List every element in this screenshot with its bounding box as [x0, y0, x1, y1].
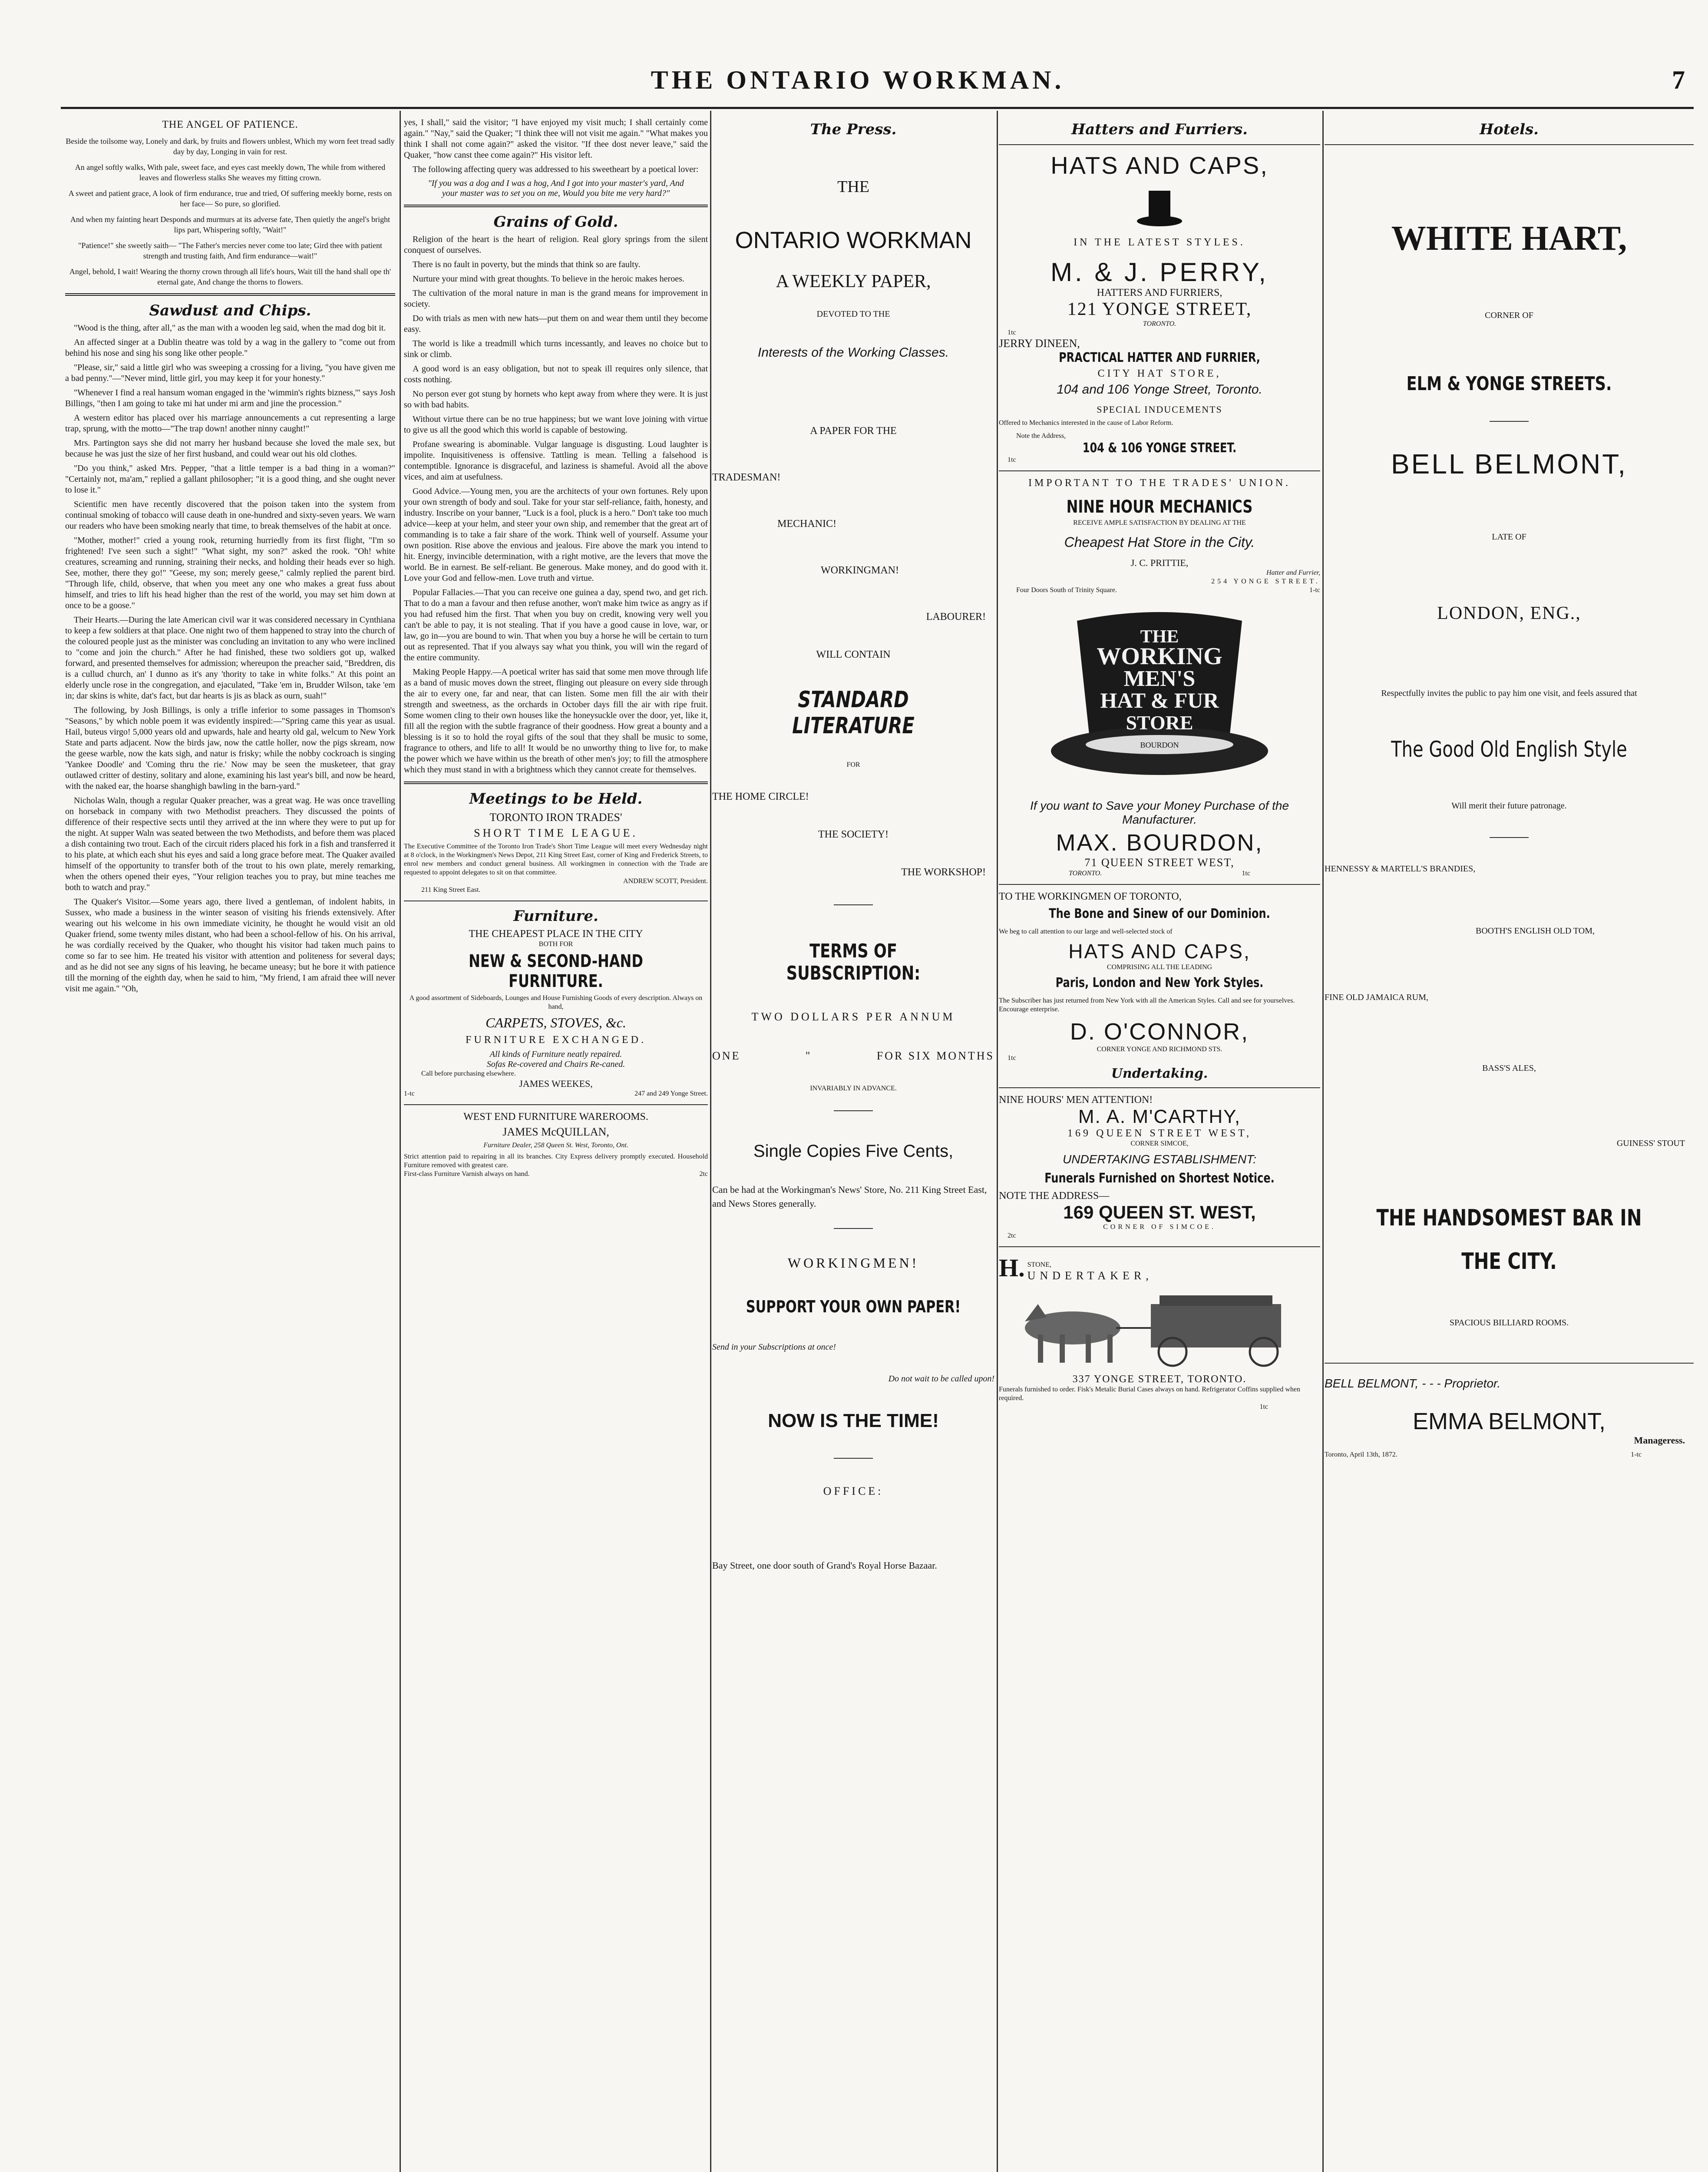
section-heading-press: The Press. — [810, 121, 897, 138]
article-paragraph: "Wood is the thing, after all," as the man with a wooden leg said, when the mad dog bit it. — [74, 323, 386, 333]
hotel-respectfully: Respectfully invites the public to pay him one visit, and feels assured that — [1381, 689, 1637, 698]
press-send: Send in your Subscriptions at once! — [712, 1342, 836, 1352]
perry-latest: IN THE LATEST STYLES. — [1074, 237, 1245, 248]
section-divider — [999, 470, 1320, 471]
maxim: A good word is an easy obligation, but not to speak ill requires only silence, that costs nothing. — [404, 364, 708, 384]
hat-text: BOURDON — [1140, 741, 1179, 749]
article-paragraph: "Mother, mother!" cried a young rook, returning hurriedly from its first flight, "I'm so frightened! I've seen such a sight!" "What sight, my son?" asked the rook. "Oh! white creatures, screaming and running, straining their necks, and holding their heads ever so high. See, mother, there they go!" "Geese, my son; merely geese," calmly replied the parent bird. "Through life, child, observe, that when you meet any one who makes a great fuss about himself, and tries to lift his head higher than the rest of the world, you may set him down at once to be a goose." — [65, 536, 395, 610]
ad-code: 1tc — [1008, 456, 1016, 464]
oconnor-to-the: TO THE WORKINGMEN OF TORONTO, — [999, 891, 1182, 902]
furniture-ad-title: THE CHEAPEST PLACE IN THE CITY — [469, 928, 643, 940]
press-standard-literature: STANDARD LITERATURE — [792, 687, 915, 739]
prittie-important: IMPORTANT TO THE TRADES' UNION. — [1028, 477, 1291, 489]
press-tradesman: TRADESMAN! — [712, 472, 781, 483]
press-office: OFFICE: — [823, 1485, 884, 1497]
press-weekly: A WEEKLY PAPER, — [776, 272, 931, 291]
press-for: FOR — [846, 761, 860, 768]
section-divider — [404, 205, 708, 207]
section-divider — [1325, 1363, 1694, 1364]
column-rule — [710, 111, 711, 2172]
hotel-will-merit: Will merit their future patronage. — [1451, 801, 1567, 811]
sawdust-articles — [65, 323, 395, 994]
furniture-ad-sofas: Sofas Re-covered and Chairs Re-caned. — [486, 1060, 625, 1069]
section-divider — [999, 1246, 1320, 1247]
bourdon-address: 71 QUEEN STREET WEST, — [1084, 856, 1235, 869]
press-six-months: FOR SIX MONTHS — [876, 1050, 994, 1062]
poem-stanza: A sweet and patient grace, A look of firm endurance, true and tried, Of suffering meekly borne, rests on her face— So pure, so glorified. — [68, 189, 392, 208]
maxim: Without virtue there can be no true happiness; but we want love joining with virtue to give us all the good which this world is capable of bestowing. — [404, 414, 708, 435]
oconnor-name: D. O'CONNOR, — [1070, 1019, 1249, 1045]
furniture-ad-carpets: CARPETS, STOVES, &c. — [486, 1015, 626, 1030]
hat-text: STORE — [1126, 712, 1193, 734]
bourdon-toronto: TORONTO. — [1069, 870, 1102, 877]
prittie-name: J. C. PRITTIE, — [1130, 557, 1189, 568]
poem-stanza: Angel, behold, I wait! Wearing the thorny crown through all life's hours, Wait till the hand shall ope th' eternal gate, And change the thorns to flowers. — [69, 267, 391, 286]
maxim: The cultivation of the moral nature in man is the grand means for improvement in society. — [404, 288, 708, 309]
ad-code: 1tc — [1242, 870, 1250, 877]
furniture-ad-address — [404, 1089, 708, 1098]
westend-line: Furniture Dealer, 258 Queen St. West, Toronto, Ont. — [483, 1142, 628, 1149]
bourdon-location — [999, 869, 1320, 878]
article-paragraph: Their Hearts.—During the late American civil war it was considered necessary in Cynthiana to keep a few soldiers at that place. One night two of them happened to stray into the church of the coloured people just as the minister was concluding an invitation to any who were inclined to "come and join the church." After he had finished, these two soldiers got up, walked forward, and presented themselves for admission; whereupon the preacher said, "Breddren, dis is a cullud church, an' I dunno as it's any 'thority to take in white folks." At this point an elderly uncle rose in the congregation, and ejaculated, "Take 'em in, Brudder Wilson, take 'em in; dar skins is white, dat's fact, but dar hearts is jis as black as ourn, suah!" — [65, 615, 395, 701]
hotel-late-of: LATE OF — [1492, 532, 1526, 542]
westend-last — [404, 1170, 708, 1179]
meeting-notice: The Executive Committee of the Toronto Iron Trade's Short Time League will meet every Wednesday night at 8 o'clock, in the Workingmen's News Depot, 211 King Street East, corner of King and Frederick Streets, to enrol new members and conduct general business. All workingmen in connection with the Trade are requested to appoint delegates to sit on that committee. — [404, 843, 708, 876]
poem-title: THE ANGEL OF PATIENCE. — [162, 119, 298, 130]
short-divider — [1490, 421, 1529, 422]
oconnor-we-beg: We beg to call attention to our large and well-selected stock of — [999, 928, 1173, 935]
bourdon-if-you: If you want to Save your Money Purchase of the Manufacturer. — [1030, 799, 1289, 826]
press-home-circle: THE HOME CIRCLE! — [712, 791, 809, 802]
poem-stanza: "Patience!" she sweetly saith— "The Father's mercies never come too late; Gird thee with patient strength and trusting faith, And firm endurance—wait!" — [78, 241, 383, 260]
press-will-contain: WILL CONTAIN — [816, 649, 891, 660]
column-3 — [712, 117, 994, 2172]
furniture-ad-call: Call before purchasing elsewhere. — [421, 1070, 516, 1077]
hotel-handsomest: THE HANDSOMEST BAR IN THE CITY. — [1376, 1205, 1642, 1275]
maxim: Making People Happy.—A poetical writer has said that some men move through life as a band of music moves down the street, flinging out pleasure on every side through the air to every one, far and near, that can listen. Some men fill the air with their strength and sweetness, as the orchards in October days fill the air with ripe fruit. Some women cling to their own houses like the honeysuckle over the door, yet, like it, fill all the region with the subtle fragrance of their goodness. How great a bounty and a blessing is it so to hold the royal gifts of the soul that they shall be music to some, fragrance to others, and life to all! It would be no unworthy thing to live for, to make the power which we have within us the breath of other men's joy; to fill the atmosphere which they must stand in with a brightness which they cannot create for themselves. — [404, 667, 708, 775]
prittie-subtitle: Hatter and Furrier, — [1266, 569, 1320, 576]
short-divider — [834, 1228, 873, 1229]
section-divider — [999, 1087, 1320, 1088]
prittie-location — [999, 586, 1320, 595]
prittie-address: 254 YONGE STREET. — [1211, 578, 1320, 585]
mccarthy-corner: CORNER SIMCOE, — [1130, 1140, 1189, 1147]
dineen-address-repeat: 104 & 106 YONGE STREET. — [1082, 440, 1237, 456]
article-paragraph: Scientific men have recently discovered that the poison taken into the system from continual smoking of tobacco will cause death in one-hundred and sixty-seven years. We warn our readers who have been smoking nearly that time, to break themselves of the habit at once. — [65, 500, 395, 531]
column-rule — [1322, 111, 1324, 2172]
oconnor-bone: The Bone and Sinew of our Dominion. — [1049, 906, 1270, 921]
poem-stanza: Beside the toilsome way, Lonely and dark, by fruits and flowers unblest, Which my worn feet tread sadly day by day, Longing in vain for rest. — [66, 137, 395, 156]
section-divider — [999, 884, 1320, 885]
section-divider — [65, 293, 395, 296]
masthead-title: THE ONTARIO WORKMAN. — [651, 66, 1065, 94]
dineen-note: Note the Address, — [1016, 432, 1066, 440]
hotel-manageress: Manageress. — [1634, 1435, 1685, 1446]
press-society: THE SOCIETY! — [818, 829, 889, 840]
oconnor-subscriber: The Subscriber has just returned from New York with all the American Styles. Call and see for yourselves. Encourage enterprise. — [999, 997, 1295, 1013]
hotel-elm-yonge: ELM & YONGE STREETS. — [1406, 373, 1612, 395]
hotel-booth: BOOTH'S ENGLISH OLD TOM, — [1476, 926, 1595, 936]
column-5 — [1325, 117, 1694, 2172]
mccarthy-corner-repeat: CORNER OF SIMCOE. — [1103, 1223, 1216, 1231]
stone-surname: STONE, — [1027, 1261, 1051, 1268]
maxim: There is no fault in poverty, but the minds that think so are faulty. — [413, 260, 641, 269]
article-paragraph: Mrs. Partington says she did not marry her husband because she loved the male sex, but because he was just the size of her first husband, and could wear out his old clothes. — [65, 438, 395, 459]
maxim: No person ever got stung by hornets who kept away from where they were. It is just so with bad habits. — [404, 389, 708, 410]
dineen-name: JERRY DINEEN, — [999, 337, 1080, 350]
hotel-guiness: GUINESS' STOUT — [1616, 1139, 1685, 1148]
poem-stanza: An angel softly walks, With pale, sweet face, and eyes cast meekly down, The while from withered leaves and flowerless stalks She weaves my fitting crown. — [75, 163, 386, 182]
hotel-hennessy: HENNESSY & MARTELL'S BRANDIES, — [1325, 864, 1476, 874]
ad-code: 1-tc — [404, 1090, 415, 1097]
oconnor-hats-caps: HATS AND CAPS, — [1068, 940, 1251, 963]
top-hat-icon — [1136, 186, 1183, 230]
hotel-london: LONDON, ENG., — [1437, 603, 1581, 623]
press-workingman: WORKINGMAN! — [821, 565, 899, 576]
ad-code: 1tc — [1008, 329, 1016, 336]
hotel-corner-of: CORNER OF — [1485, 311, 1533, 320]
furniture-ad-sub: BOTH FOR — [538, 940, 573, 948]
press-workshop: THE WORKSHOP! — [901, 867, 986, 878]
ad-code: 1-tc — [1309, 586, 1320, 594]
maxim: Do with trials as men with new hats—put them on and wear them until they become easy. — [404, 314, 708, 334]
mccarthy-address: 169 QUEEN STREET WEST, — [1067, 1128, 1252, 1139]
mccarthy-note: NOTE THE ADDRESS— — [999, 1190, 1110, 1202]
press-advance: INVARIABLY IN ADVANCE. — [810, 1085, 897, 1092]
westend-varnish: First-class Furniture Varnish always on hand. — [404, 1170, 530, 1178]
hotel-bell-belmont: BELL BELMONT, — [1391, 448, 1628, 480]
poem — [65, 136, 395, 287]
westend-title: WEST END FURNITURE WAREROOMS. — [463, 1111, 648, 1122]
column-1 — [65, 117, 395, 2172]
short-divider — [834, 904, 873, 905]
oconnor-comprising: COMPRISING ALL THE LEADING — [1107, 963, 1212, 971]
hotel-good-old: The Good Old English Style — [1391, 737, 1627, 762]
dineen-special: SPECIAL INDUCEMENTS — [1097, 404, 1222, 415]
furniture-ad-exchanged: FURNITURE EXCHANGED. — [466, 1034, 646, 1046]
section-divider — [1325, 144, 1694, 145]
press-interests: Interests of the Working Classes. — [757, 345, 949, 360]
furniture-ad-headline: NEW & SECOND-HAND FURNITURE. — [469, 951, 643, 991]
ad-address: 247 and 249 Yonge Street. — [634, 1090, 708, 1097]
stone-heading — [999, 1253, 1320, 1282]
dineen-address: 104 and 106 Yonge Street, Toronto. — [1057, 382, 1262, 397]
page-number: 7 — [1672, 66, 1685, 94]
meeting-subtitle: SHORT TIME LEAGUE. — [474, 827, 638, 839]
maxim: The world is like a treadmill which turns incessantly, and leaves no choice but to sink or climb. — [404, 339, 708, 359]
mccarthy-establishment: UNDERTAKING ESTABLISHMENT: — [1063, 1152, 1256, 1166]
maxim: Popular Fallacies.—That you can receive one guinea a day, spend two, and get rich. That to do a man a favour and then refuse another, won't make him twice as angry as if you had refused him the first. That when you buy on credit, knowing very well you can't be able to pay, it is not stealing. That if you have a good cause in love, war, or law, go in—you are bound to win. That when you buy a horse he will be certain to turn out as represented. That if you always say what you think, you will win the regard of the entire community. — [404, 588, 708, 662]
column-rule — [997, 111, 998, 2172]
stone-initial: H. — [999, 1254, 1025, 1282]
furniture-ad-text: A good assortment of Sideboards, Lounges and House Furnishing Goods of every description. Always on hand, — [409, 994, 703, 1010]
maxim: Religion of the heart is the heart of religion. Real glory springs from the silent conquest of ourselves. — [404, 235, 708, 255]
westend-name: JAMES McQUILLAN, — [502, 1126, 609, 1138]
westend-text: Strict attention paid to repairing in all its branches. City Express delivery promptly executed. Household Furniture removed with greatest care. — [404, 1153, 708, 1169]
prittie-receive: RECEIVE AMPLE SATISFACTION BY DEALING AT THE — [1073, 519, 1246, 526]
press-office-address: Bay Street, one door south of Grand's Royal Horse Bazaar. — [712, 1560, 937, 1571]
press-paper-for: A PAPER FOR THE — [810, 425, 897, 437]
dineen-offered: Offered to Mechanics interested in the cause of Labor Reform. — [999, 419, 1173, 427]
grains-of-gold — [404, 234, 708, 775]
masthead — [26, 65, 1689, 96]
article-paragraph: The following affecting query was addressed to his sweetheart by a poetical lover: — [413, 165, 699, 174]
bourdon-name: MAX. BOURDON, — [1056, 830, 1263, 856]
press-workingmen: WORKINGMEN! — [787, 1255, 919, 1271]
ad-code: 2tc — [1008, 1232, 1016, 1239]
furniture-ad-name: JAMES WEEKES, — [519, 1078, 593, 1089]
section-heading-hatters: Hatters and Furriers. — [1071, 121, 1248, 138]
section-heading-hotels: Hotels. — [1479, 121, 1539, 138]
column-4 — [999, 117, 1320, 2172]
dineen-practical: PRACTICAL HATTER AND FURRIER, — [1059, 350, 1260, 365]
verse-quote: "If you was a dog and I was a hog, And I got into your master's yard, And your master was to set you on me, Would you bite me very hard?" — [428, 179, 684, 198]
stone-text: Funerals furnished to order. Fisk's Metalic Burial Cases always on hand. Refrigerator Coffins supplied when required. — [999, 1386, 1301, 1402]
press-labourer: LABOURER! — [926, 611, 986, 622]
hotel-date-line — [1325, 1450, 1694, 1459]
section-heading-sawdust: Sawdust and Chips. — [149, 302, 311, 319]
oconnor-paris: Paris, London and New York Styles. — [1055, 975, 1264, 990]
hotel-date: Toronto, April 13th, 1872. — [1325, 1451, 1397, 1458]
hotel-proprietor: BELL BELMONT, - - - Proprietor. — [1325, 1377, 1501, 1390]
ad-code: 1tc — [1259, 1403, 1268, 1410]
press-terms: TERMS OF SUBSCRIPTION: — [786, 940, 921, 984]
workingmens-hat-store-illustration — [1047, 603, 1272, 790]
hat-text: MEN'S — [1123, 666, 1196, 691]
section-divider — [999, 144, 1320, 145]
hat-text: WORKING — [1097, 643, 1222, 670]
press-one: ONE — [712, 1050, 741, 1062]
article-paragraph: An affected singer at a Dublin theatre was told by a wag in the gallery to "come out from behind his nose and sing his song like other people." — [65, 338, 395, 358]
article-paragraph: "Whenever I find a real hansum woman engaged in the 'wimmin's rights bizness,'" says Josh Billings, "then I am going to take mi hat under mi arm and jine the procession." — [65, 388, 395, 408]
maxim: Profane swearing is abominable. Vulgar language is disgusting. Loud laughter is impolite. Inquisitiveness is offensive. Tattling is mean. Telling a falsehood is contemptible. Ignorance is disgraceful, and laziness is shameful. Avoid all the above vices, and aim at usefulness. — [404, 440, 708, 482]
mccarthy-address-repeat: 169 QUEEN ST. WEST, — [1063, 1202, 1256, 1222]
press-name: ONTARIO WORKMAN — [735, 227, 972, 253]
short-divider — [834, 1458, 873, 1459]
section-heading-furniture: Furniture. — [513, 907, 598, 925]
perry-subtitle: HATTERS AND FURRIERS, — [1097, 287, 1222, 298]
meeting-title: TORONTO IRON TRADES' — [489, 811, 622, 824]
hat-text: THE — [1140, 627, 1179, 647]
press-two-dollars: TWO DOLLARS PER ANNUM — [751, 1010, 955, 1023]
hotel-bass: BASS'S ALES, — [1482, 1063, 1536, 1073]
press-do-not-wait: Do not wait to be called upon! — [888, 1374, 994, 1384]
dineen-city-hat: CITY HAT STORE, — [1097, 368, 1222, 379]
press-single-copies: Single Copies Five Cents, — [753, 1142, 954, 1161]
hotel-jamaica: FINE OLD JAMAICA RUM, — [1325, 993, 1428, 1002]
mccarthy-name: M. A. M'CARTHY, — [1078, 1106, 1241, 1127]
oconnor-address: CORNER YONGE AND RICHMOND STS. — [1097, 1046, 1222, 1053]
press-six-months-row — [712, 1050, 994, 1063]
press-mechanic: MECHANIC! — [777, 518, 836, 530]
maxim: Nurture your mind with great thoughts. To believe in the heroic makes heroes. — [413, 274, 684, 284]
hotel-white-hart: WHITE HART, — [1391, 219, 1627, 258]
article-paragraph: "Do you think," asked Mrs. Pepper, "that a little temper is a bad thing in a woman?" "Certainly not, ma'am," replied a gallant philosopher; "it is a good thing, and she ought never to lose it." — [65, 464, 395, 495]
article-paragraph: The Quaker's Visitor.—Some years ago, there lived a gentleman, of indolent habits, in Sussex, who made a business in the winter season of visiting his friends extensively. After wearing out his welcome in his own immediate vicinity, he thought he would visit an old Quaker friend, some twenty miles distant, who had been a school-fellow of his. On his arrival, he was cordially received by the Quaker, who thought his visitor had taken much pains to come so far to see him. He treated his visitor with attention and politeness for several days; and as he did not see any signs of his leaving, he became uneasy; but he bore it with patience till the morning of the eighth day, when he said to him, "My friend, I am afraid thee will never visit me again." "Oh, — [65, 897, 395, 993]
ad-code: 2tc — [699, 1170, 708, 1178]
section-heading-grains: Grains of Gold. — [493, 213, 618, 231]
maxim: Good Advice.—Young men, you are the architects of your own fortunes. Rely upon your own strength of body and soul. Take for your star self-reliance, faith, honesty, and industry. Inscribe on your banner, "Luck is a fool, pluck is a hero." Don't take too much advice—keep at your helm, and steer your own ship, and remember that the great art of commanding is to take a fair share of the work. Think well of yourself. Assume your own position. Rise above the envious and jealous. Fire above the mark you intend to hit. Energy, invincible determination, with a right motive, are the levers that move the world. Be in earnest. Be self-reliant. Be generous. Make money, and do good with it. Love your God and fellow-men. Love truth and virtue. — [404, 487, 708, 583]
press-support: SUPPORT YOUR OWN PAPER! — [746, 1297, 961, 1316]
prittie-cheapest: Cheapest Hat Store in the City. — [1064, 534, 1255, 550]
stone-undertaker: UNDERTAKER, — [1027, 1269, 1153, 1282]
perry-toronto: TORONTO. — [1143, 320, 1176, 328]
stone-address: 337 YONGE STREET, TORONTO. — [1072, 1374, 1247, 1385]
mccarthy-attention: NINE HOURS' MEN ATTENTION! — [999, 1094, 1153, 1106]
section-heading-undertaking: Undertaking. — [1111, 1066, 1208, 1081]
press-devoted: DEVOTED TO THE — [816, 309, 890, 319]
quaker-continuation — [404, 117, 708, 175]
mccarthy-funerals: Funerals Furnished on Shortest Notice. — [1044, 1171, 1275, 1186]
article-paragraph: "Please, sir," said a little girl who was sweeping a crossing for a living, "you have given me a bad penny."—"Never mind, little girl, you may keep it for your honesty." — [65, 363, 395, 383]
perry-name: M. & J. PERRY, — [1051, 258, 1269, 287]
article-paragraph: The following, by Josh Billings, is only a trifle inferior to some passages in Thomson's "Seasons," by which noble poem it was evidently inspired:—"Spring came this year as usual. Hail, buteus virgo! 5,000 years old and upwards, hale and hearty old gal, welcum to New York State and parts adjacent. Now the birds jaw, now the cattle holler, now the pigs skream, now the geese warble, now the kats sigh, and natur is frisky; while the nobby cockroach is singing 'Yankee Doodle' and 'Coming thru the rie.' Now may be seen the musketeer, that gray outlawed critter of destiny, solitary and alone, examining his last year's bill, and now be heard, with the naked ear, the hoarse shanghigh bawling in the barn-yard." — [65, 705, 395, 791]
poem-stanza: And when my fainting heart Desponds and murmurs at its adverse fate, Then quietly the angel's bright lips part, Whispering softly, "Wait!" — [70, 215, 390, 234]
furniture-ad-repaired: All kinds of Furniture neatly repaired. — [489, 1050, 622, 1059]
hotel-emma-belmont: EMMA BELMONT, — [1412, 1408, 1606, 1434]
column-rule — [400, 111, 401, 2172]
section-divider — [404, 1104, 708, 1105]
article-paragraph: A western editor has placed over his marriage announcements a cut representing a large trap, sprung, with the motto—"The trap down! another ninny caught!" — [65, 413, 395, 434]
masthead-rule — [61, 107, 1694, 109]
hat-text: HAT & FUR — [1100, 688, 1219, 712]
article-paragraph: Nicholas Waln, though a regular Quaker preacher, was a great wag. He was once travelling on horseback in company with two Methodist preachers. They discussed the points of difference of their respective sects until they arrived at the inn where they were to put up for the night. At supper Waln was seated between the two Methodists, and before them was placed a dish containing two trout. Each of the circuit riders placed his fork in a fish and transferred it to his plate, at which each shut his eyes and said a long grace before meat. The Quaker availed himself of the opportunity to transfer both of the trout to his own plate, merely remarking, when the others opened their eyes, "Your religion teaches you to pray, but mine teaches me both to watch and pray." — [65, 796, 395, 892]
meeting-signature: ANDREW SCOTT, President. — [623, 877, 708, 885]
press-now: NOW IS THE TIME! — [768, 1410, 939, 1431]
hotel-billiard: SPACIOUS BILLIARD ROOMS. — [1449, 1318, 1569, 1328]
section-divider — [404, 781, 708, 784]
hearse-illustration — [1008, 1287, 1312, 1369]
ad-code: 1tc — [1008, 1054, 1016, 1062]
press-ditto: " — [805, 1050, 812, 1062]
article-paragraph: yes, I shall," said the visitor; "I have enjoyed my visit much; I shall certainly come again." "Nay," said the Quaker; "I think thee will not visit me again." "What makes you think I shall not come again?" asked the visitor. "If thee dost never leave," said the Quaker, "how canst thee come again?" His visitor left. — [404, 118, 708, 160]
short-divider — [834, 1110, 873, 1111]
perry-hats-caps: HATS AND CAPS, — [1051, 152, 1269, 179]
perry-address: 121 YONGE STREET, — [1067, 299, 1252, 319]
short-divider — [1490, 837, 1529, 838]
section-heading-meetings: Meetings to be Held. — [469, 790, 643, 808]
press-can-be-had: Can be had at the Workingman's News' Store, No. 211 King Street East, and News Stores generally. — [712, 1184, 987, 1209]
prittie-four-doors: Four Doors South of Trinity Square. — [1016, 586, 1117, 594]
press-the: THE — [837, 178, 869, 196]
column-2 — [404, 117, 708, 2172]
ad-code: 1-tc — [1631, 1451, 1642, 1458]
prittie-nine-hour: NINE HOUR MECHANICS — [1066, 497, 1253, 517]
meeting-address: 211 King Street East. — [421, 886, 481, 894]
